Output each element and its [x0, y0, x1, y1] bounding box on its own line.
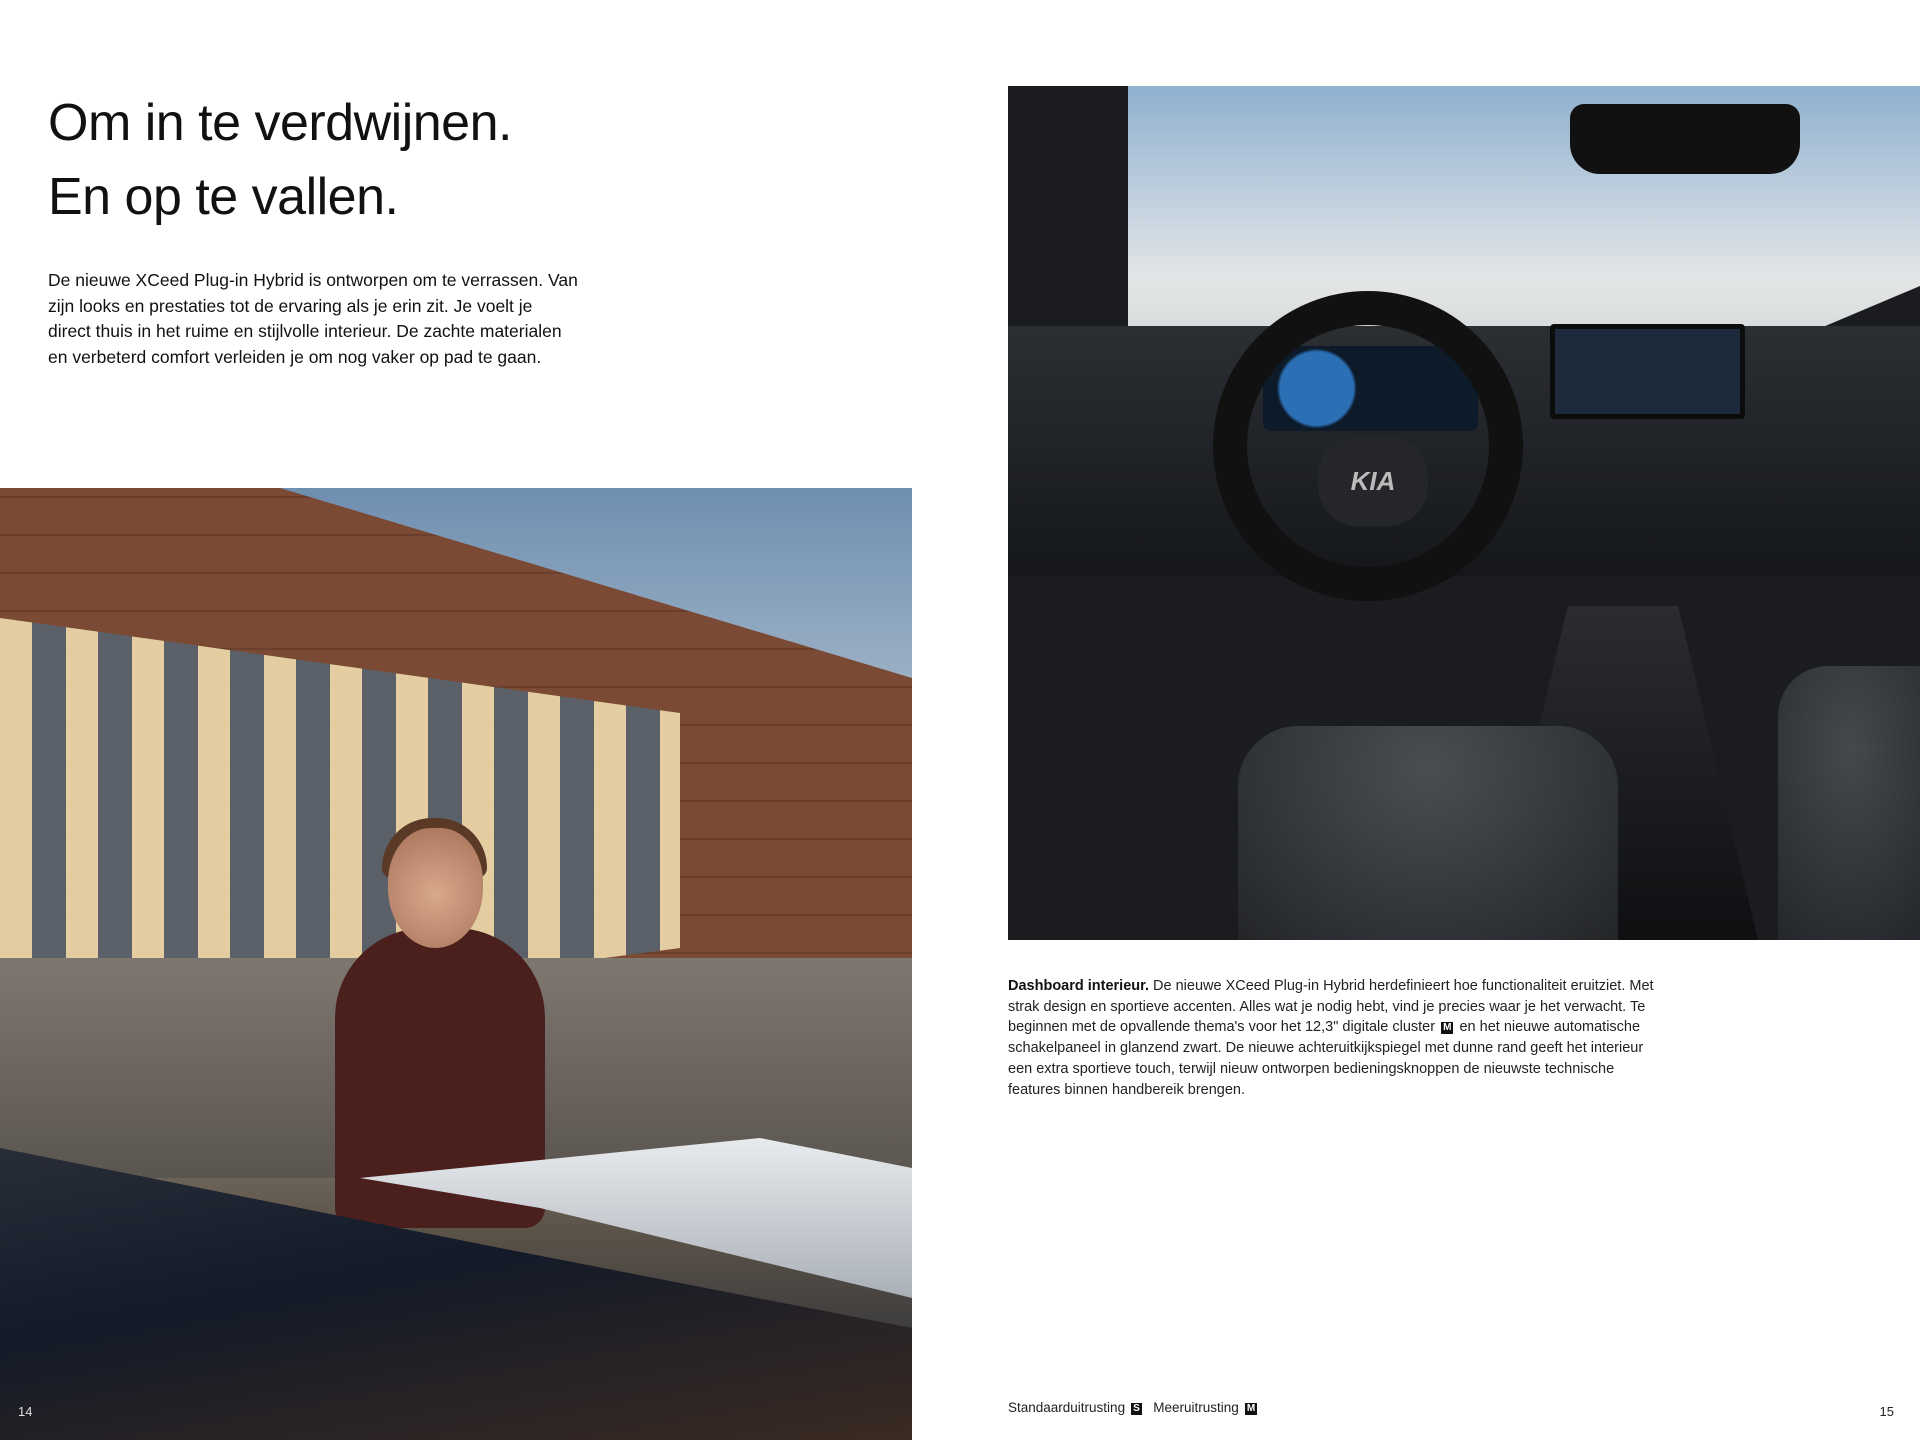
page-number-right: 15: [1879, 1404, 1894, 1419]
legend-optional-badge: M: [1246, 1403, 1256, 1414]
legend-standard-badge: S: [1133, 1403, 1140, 1414]
headline-line-1: Om in te verdwijnen.: [48, 94, 512, 152]
passenger-seat: [1778, 666, 1920, 940]
legend-standard-label: Standaarduitrusting: [1008, 1400, 1126, 1415]
legend-optional-label: Meeruitrusting: [1153, 1400, 1239, 1415]
driver-seat: [1238, 726, 1618, 940]
steering-logo: KIA: [1318, 436, 1428, 526]
caption-title: Dashboard interieur.: [1008, 978, 1150, 994]
headline-line-2: En op te vallen.: [48, 168, 399, 226]
caption-text-2: en het nieuwe automatische schakelpaneel in glanzend zwart. De nieuwe achteruitkijkspiegel met dunne rand geeft het interieur een extra sportieve touch, terwijl nieuw ontworpen bedieningsknoppen de nieuwste technische features binnen handbereik brengen.: [1008, 1019, 1644, 1098]
woman-car-photo: [0, 488, 912, 1440]
page-number-left: 14: [18, 1404, 33, 1419]
meeruitrusting-badge: M: [1443, 1022, 1452, 1034]
caption-text-1: De nieuwe XCeed Plug-in Hybrid herdefinieert hoe functionaliteit eruitziet. Met strak design en sportieve accenten. Alles wat je nodig hebt, vind je precies waar je het verwacht. Te beginnen met de opvallende thema's voor het 12,3" digitale cluster: [1008, 978, 1654, 1036]
woman-face: [388, 828, 483, 948]
dashboard-caption: [1008, 976, 1668, 1100]
infotainment-screen: [1550, 324, 1745, 419]
intro-paragraph: De nieuwe XCeed Plug-in Hybrid is ontworpen om te verrassen. Van zijn looks en prestaties tot de ervaring als je erin zit. Je voelt je direct thuis in het ruime en stijlvolle interieur. De zachte materialen en verbeterd comfort verleiden je om nog vaker op pad te gaan.: [48, 270, 578, 367]
equipment-legend: [1008, 1400, 1261, 1415]
windscreen-view: [1128, 86, 1920, 366]
page-headline: [48, 86, 512, 234]
rearview-mirror: [1570, 104, 1800, 174]
dashboard-interior-photo: [1008, 86, 1920, 940]
